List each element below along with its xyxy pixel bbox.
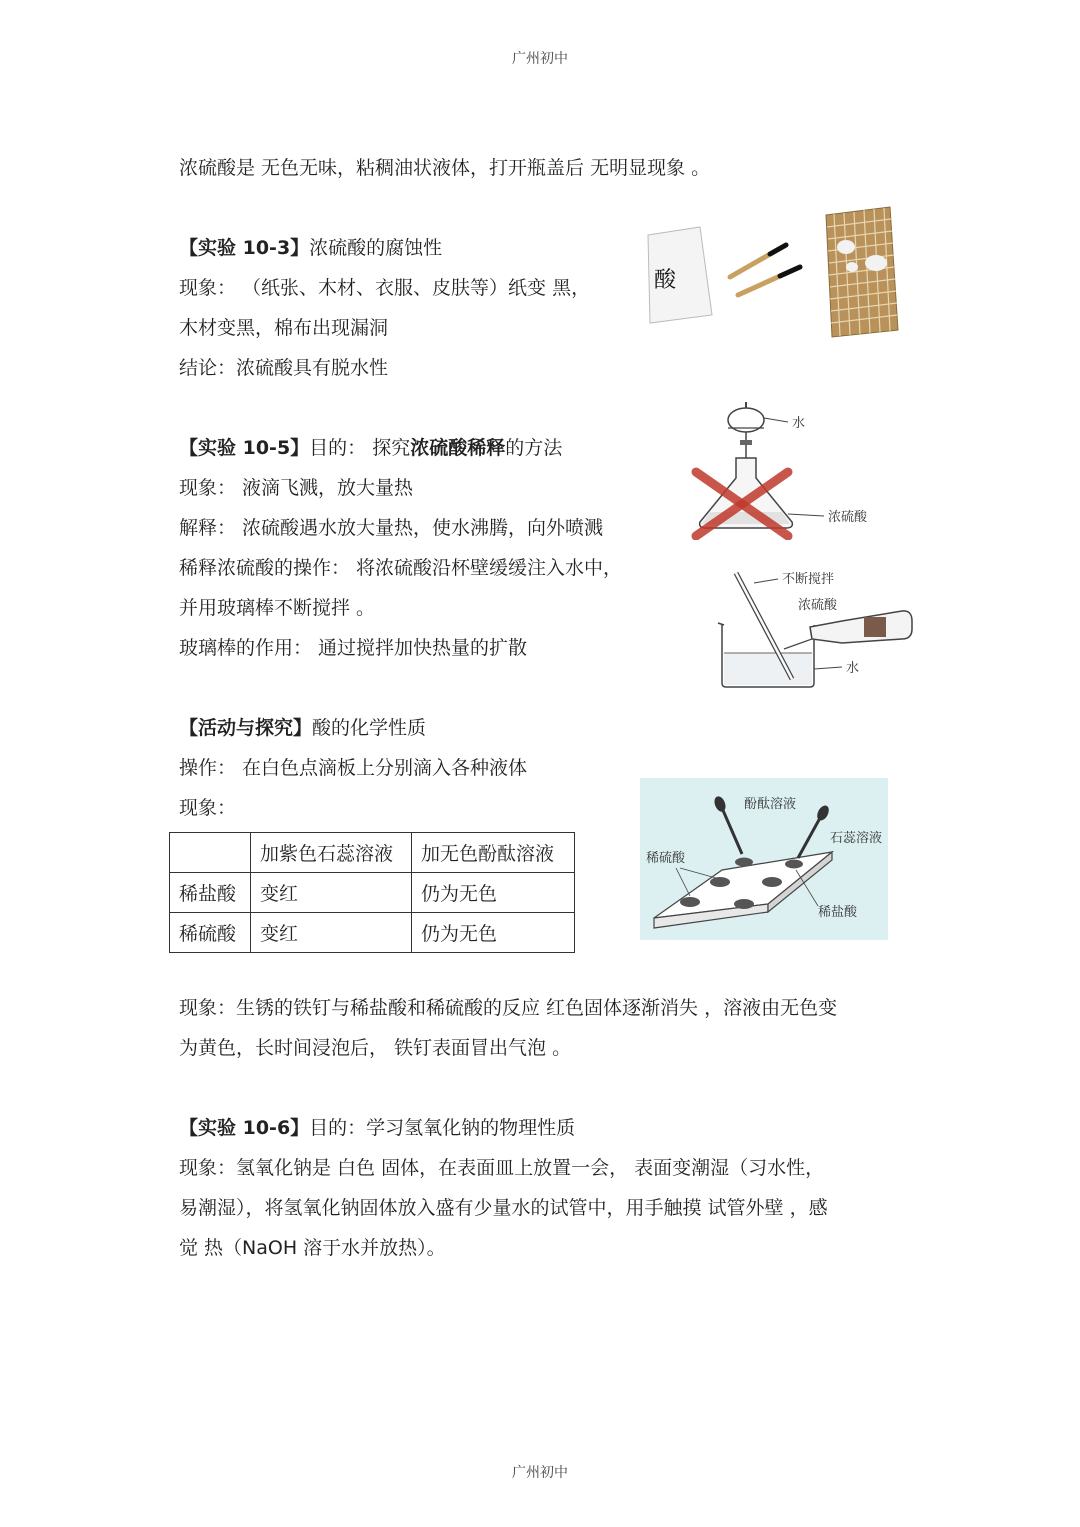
exp-10-6-heading <box>179 1116 575 1140</box>
exp-10-6-line-3: 觉 热（NaOH 溶于水并放热）。 <box>179 1237 446 1259</box>
intro-text: 浓硫酸是 无色无味，粘稠油状液体，打开瓶盖后 无明显现象 。 <box>179 157 711 179</box>
rust-line-2: 为黄色，长时间浸泡后， 铁钉表面冒出气泡 。 <box>179 1037 572 1059</box>
label-stir: 不断搅拌 <box>782 572 835 587</box>
table-header-cell: 加紫色石蕊溶液 <box>251 833 412 873</box>
activity-operation: 操作： 在白色点滴板上分别滴入各种液体 <box>179 757 528 779</box>
exp-10-3-heading <box>179 236 442 260</box>
label-litmus: 石蕊溶液 <box>830 831 883 846</box>
label-hcl: 稀盐酸 <box>818 905 858 920</box>
page-footer: 广州初中 <box>512 1465 568 1481</box>
label-acid-2: 浓硫酸 <box>798 598 838 613</box>
indicator-table <box>169 832 575 953</box>
exp-10-6-line-1: 现象：氢氧化钠是 白色 固体，在表面皿上放置一会， 表面变潮湿（习水性， <box>179 1157 825 1179</box>
wrong-dilution-figure <box>688 400 908 540</box>
table-cell: 稀盐酸 <box>170 873 251 913</box>
exp-10-6-tag: 【实验 10-6】 <box>179 1117 310 1139</box>
activity-title: 酸的化学性质 <box>312 717 427 739</box>
table-header-cell <box>170 833 251 873</box>
exp-10-3-conclusion: 结论：浓硫酸具有脱水性 <box>179 357 389 379</box>
activity-heading <box>179 716 426 740</box>
activity-phenomenon-label: 现象： <box>179 797 237 819</box>
exp-10-5-purpose-suffix: 的方法 <box>505 437 563 459</box>
table-cell: 仍为无色 <box>412 873 575 913</box>
label-acid-1: 浓硫酸 <box>828 510 868 525</box>
label-water-2: 水 <box>846 661 860 676</box>
exp-10-5-explanation: 解释： 浓硫酸遇水放大量热，使水沸腾，向外喷溅 <box>179 517 604 539</box>
table-header-row <box>170 833 575 873</box>
corrosion-figure <box>640 205 902 345</box>
rust-line-1: 现象：生锈的铁钉与稀盐酸和稀硫酸的反应 红色固体逐渐消失 ，溶液由无色变 <box>179 997 838 1019</box>
activity-tag: 【活动与探究】 <box>179 717 313 739</box>
exp-10-3-phenomenon-1: 现象： （纸张、木材、衣服、皮肤等）纸变 黑， <box>179 277 591 299</box>
exp-10-5-operation-1: 稀释浓硫酸的操作： 将浓硫酸沿杯壁缓缓注入水中， <box>179 557 623 579</box>
exp-10-5-operation-2: 并用玻璃棒不断搅拌 。 <box>179 597 376 619</box>
exp-10-5-purpose-bold: 浓硫酸稀释 <box>410 437 506 459</box>
label-water-1: 水 <box>792 416 806 431</box>
correct-dilution-figure <box>714 565 924 690</box>
exp-10-5-tag: 【实验 10-5】 <box>179 437 310 459</box>
table-row <box>170 913 575 953</box>
exp-10-5-rod-role: 玻璃棒的作用： 通过搅拌加快热量的扩散 <box>179 637 528 659</box>
exp-10-6-line-2: 易潮湿），将氢氧化钠固体放入盛有少量水的试管中，用手触摸 试管外壁 ，感 <box>179 1197 828 1219</box>
exp-10-6-title: 目的：学习氢氧化钠的物理性质 <box>309 1117 576 1139</box>
spot-plate-figure <box>640 778 888 940</box>
exp-10-5-heading <box>179 436 562 460</box>
table-cell: 变红 <box>251 873 412 913</box>
page-header: 广州初中 <box>512 51 568 67</box>
label-h2so4: 稀硫酸 <box>646 851 686 866</box>
exp-10-3-phenomenon-2: 木材变黑，棉布出现漏洞 <box>179 317 389 339</box>
exp-10-5-phenomenon: 现象： 液滴飞溅，放大量热 <box>179 477 414 499</box>
table-cell: 稀硫酸 <box>170 913 251 953</box>
exp-10-5-purpose-prefix: 目的： 探究 <box>309 437 411 459</box>
table-cell: 变红 <box>251 913 412 953</box>
exp-10-3-tag: 【实验 10-3】 <box>179 237 310 259</box>
table-cell: 仍为无色 <box>412 913 575 953</box>
paper-acid-text: 酸 <box>654 268 677 293</box>
table-row <box>170 873 575 913</box>
table-header-cell: 加无色酚酞溶液 <box>412 833 575 873</box>
exp-10-3-title: 浓硫酸的腐蚀性 <box>309 237 443 259</box>
label-phenolphthalein: 酚酞溶液 <box>744 797 797 812</box>
